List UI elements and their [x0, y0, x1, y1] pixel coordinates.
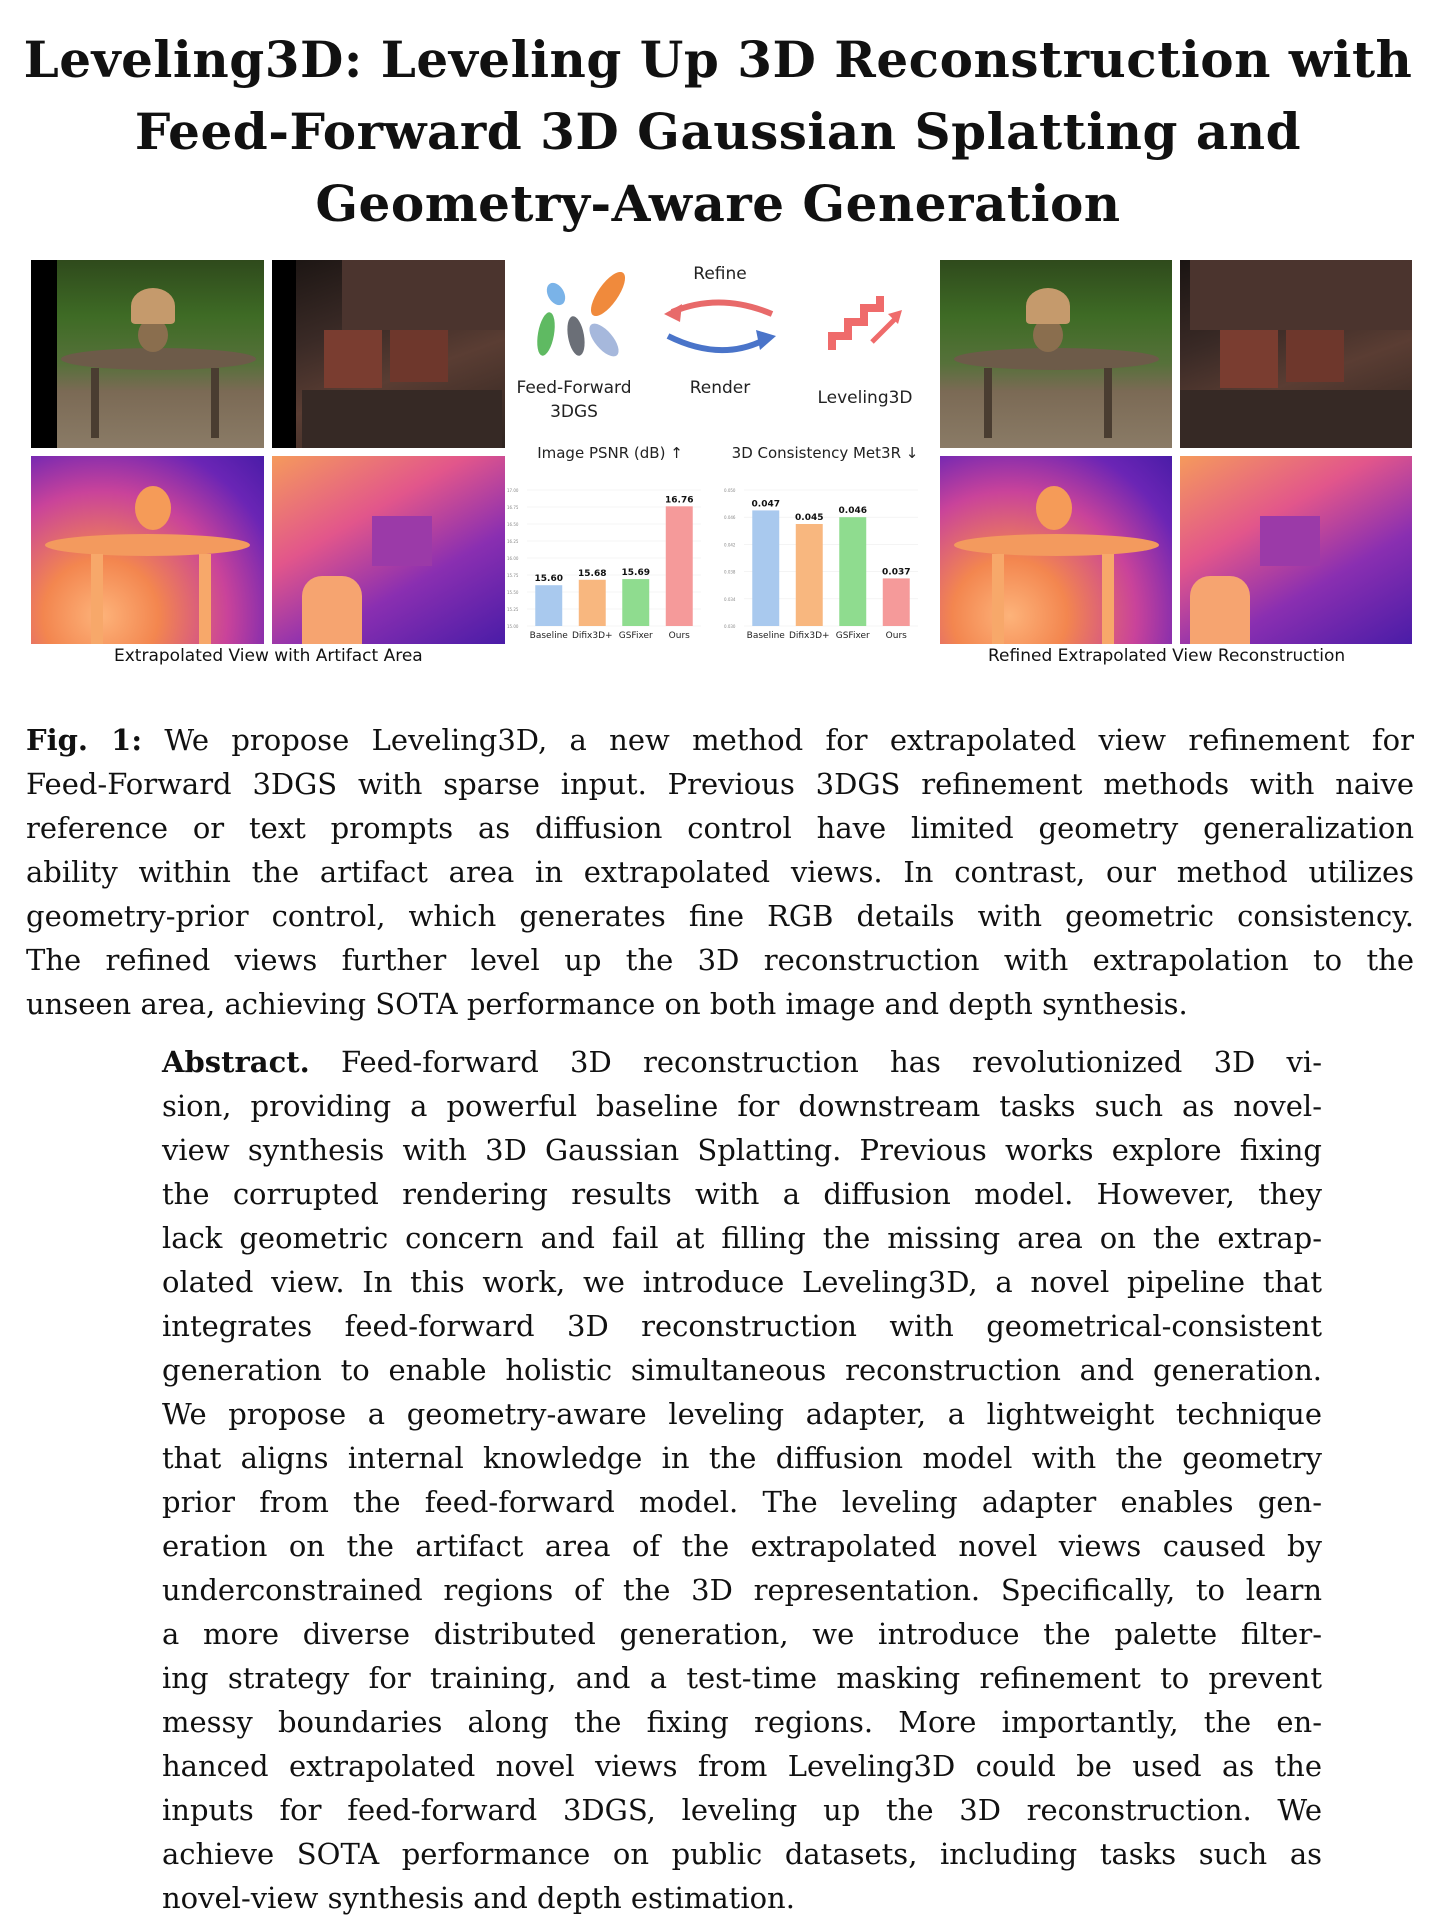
met3r-bar-chart	[722, 480, 922, 648]
bar-baseline	[752, 510, 779, 626]
y-tick-label: 0.038	[724, 569, 736, 575]
figure-caption-line: Feed-Forward 3DGS with sparse input. Previous 3DGS refinement methods with naive	[26, 767, 1414, 801]
right-caption: Refined Extrapolated View Reconstruction	[988, 646, 1346, 666]
abstract-line: that aligns internal knowledge in the diffusion model with the geometry	[162, 1441, 1322, 1475]
abstract	[162, 1040, 1322, 1920]
bar-gsfixer	[622, 579, 649, 626]
abstract-line: integrates feed-forward 3D reconstruction with geometrical-consistent	[162, 1309, 1322, 1343]
y-tick-label: 0.030	[724, 624, 736, 629]
input-garden-rgb	[31, 260, 264, 448]
category-label: Ours	[885, 631, 907, 641]
psnr-bar-chart	[505, 480, 705, 648]
category-label: Difix3D+	[788, 631, 830, 641]
abstract-line: a more diverse distributed generation, we introduce the palette filter-	[162, 1617, 1322, 1651]
y-tick-label: 15.75	[507, 573, 519, 578]
feedforward-label: Feed-Forward 3DGS	[516, 378, 632, 422]
abstract-line: messy boundaries along the fixing regions. More importantly, the en-	[162, 1705, 1322, 1739]
abstract-line: lack geometric concern and fail at filling the missing area on the extrap-	[162, 1221, 1322, 1255]
bar-gsfixer	[839, 517, 866, 626]
abstract-line: ing strategy for training, and a test-time masking refinement to prevent	[162, 1661, 1322, 1695]
bar-baseline	[535, 585, 562, 626]
category-label: Ours	[668, 631, 690, 641]
refined-room-depth	[1180, 456, 1412, 644]
render-label: Render	[689, 378, 751, 398]
left-caption: Extrapolated View with Artifact Area	[114, 646, 423, 666]
bar-value-label: 0.047	[751, 499, 780, 510]
psnr-chart-title: Image PSNR (dB) ↑	[537, 444, 683, 462]
abstract-line: olated view. In this work, we introduce Leveling3D, a novel pipeline that	[162, 1265, 1322, 1299]
paper-title	[0, 24, 1436, 240]
y-tick-label: 0.050	[724, 488, 736, 493]
y-tick-label: 16.50	[507, 522, 519, 527]
input-room-depth	[272, 456, 505, 644]
title-line-3: Geometry-Aware Generation	[315, 174, 1121, 233]
abstract-line: achieve SOTA performance on public datasets, including tasks such as	[162, 1837, 1322, 1871]
bar-value-label: 0.037	[882, 567, 911, 578]
y-tick-label: 16.00	[507, 556, 519, 561]
bar-ours	[883, 578, 910, 626]
abstract-line: We propose a geometry-aware leveling adapter, a lightweight technique	[162, 1397, 1322, 1431]
abstract-line: sion, providing a powerful baseline for downstream tasks such as novel-	[162, 1089, 1322, 1123]
y-tick-label: 15.00	[507, 624, 519, 629]
y-tick-label: 17.00	[507, 488, 519, 493]
bar-value-label: 15.69	[621, 568, 650, 579]
input-room-rgb	[272, 260, 505, 448]
bar-value-label: 15.68	[578, 568, 607, 579]
abstract-line: prior from the feed-forward model. The leveling adapter enables gen-	[162, 1485, 1322, 1519]
bar-value-label: 0.045	[795, 513, 824, 523]
bar-difix3d-	[796, 524, 823, 626]
figure-caption-line: reference or text prompts as diffusion control have limited geometry generalization	[26, 811, 1414, 845]
bar-value-label: 15.60	[534, 574, 563, 585]
title-line-1: Leveling3D: Leveling Up 3D Reconstruction with	[23, 30, 1413, 89]
figure-caption-label: Fig. 1:	[26, 723, 143, 757]
abstract-line: eration on the artifact area of the extrapolated novel views caused by	[162, 1529, 1322, 1563]
refine-render-arrows-icon	[660, 292, 780, 362]
refined-garden-rgb	[940, 260, 1172, 448]
category-label: GSFixer	[835, 631, 870, 641]
figure-caption-line: The refined views further level up the 3D reconstruction with extrapolation to the	[26, 943, 1414, 977]
bar-ours	[666, 506, 693, 626]
y-tick-label: 15.25	[507, 607, 519, 612]
refined-room-rgb	[1180, 260, 1412, 448]
title-line-2: Feed-Forward 3D Gaussian Splatting and	[134, 102, 1302, 161]
abstract-line: underconstrained regions of the 3D representation. Specifically, to learn	[162, 1573, 1322, 1607]
abstract-line: novel-view synthesis and depth estimation.	[162, 1881, 795, 1915]
y-tick-label: 0.042	[724, 542, 736, 548]
y-tick-label: 15.50	[507, 590, 519, 595]
abstract-line: hanced extrapolated novel views from Leveling3D could be used as the	[162, 1749, 1322, 1783]
category-label: GSFixer	[618, 631, 653, 641]
refine-label: Refine	[693, 264, 747, 284]
figure-caption-line: geometry-prior control, which generates fine RGB details with geometric consistency.	[26, 899, 1414, 933]
leveling-stairs-icon	[826, 292, 906, 356]
teaser-figure	[0, 252, 1436, 672]
met3r-chart-title: 3D Consistency Met3R ↓	[731, 444, 919, 462]
refined-garden-depth	[940, 456, 1172, 644]
figure-caption-line: unseen area, achieving SOTA performance on both image and depth synthesis.	[26, 987, 1188, 1021]
figure-caption	[26, 718, 1414, 1026]
abstract-line: the corrupted rendering results with a diffusion model. However, they	[162, 1177, 1322, 1211]
y-tick-label: 16.25	[507, 539, 519, 544]
y-tick-label: 0.034	[724, 596, 736, 602]
category-label: Baseline	[529, 631, 568, 641]
bar-value-label: 0.046	[838, 506, 867, 517]
figure-caption-line: We propose Leveling3D, a new method for extrapolated view refinement for	[164, 723, 1414, 757]
figure-caption-line: ability within the artifact area in extrapolated views. In contrast, our method utilizes	[26, 855, 1414, 889]
y-tick-label: 0.046	[724, 515, 736, 521]
category-label: Baseline	[746, 631, 785, 641]
abstract-line: generation to enable holistic simultaneous reconstruction and generation.	[162, 1353, 1322, 1387]
leveling3d-label: Leveling3D	[817, 388, 913, 408]
input-garden-depth	[31, 456, 264, 644]
y-tick-label: 16.75	[507, 505, 519, 510]
abstract-line: view synthesis with 3D Gaussian Splatting. Previous works explore fixing	[162, 1133, 1322, 1167]
abstract-line: inputs for feed-forward 3DGS, leveling up the 3D reconstruction. We	[162, 1793, 1322, 1827]
abstract-label: Abstract.	[162, 1045, 310, 1079]
category-label: Difix3D+	[571, 631, 613, 641]
abstract-line: Feed-forward 3D reconstruction has revolutionized 3D vi-	[340, 1045, 1323, 1079]
bar-value-label: 16.76	[665, 495, 694, 506]
feedforward-3dgs-icon	[520, 272, 630, 372]
bar-difix3d-	[579, 580, 606, 626]
